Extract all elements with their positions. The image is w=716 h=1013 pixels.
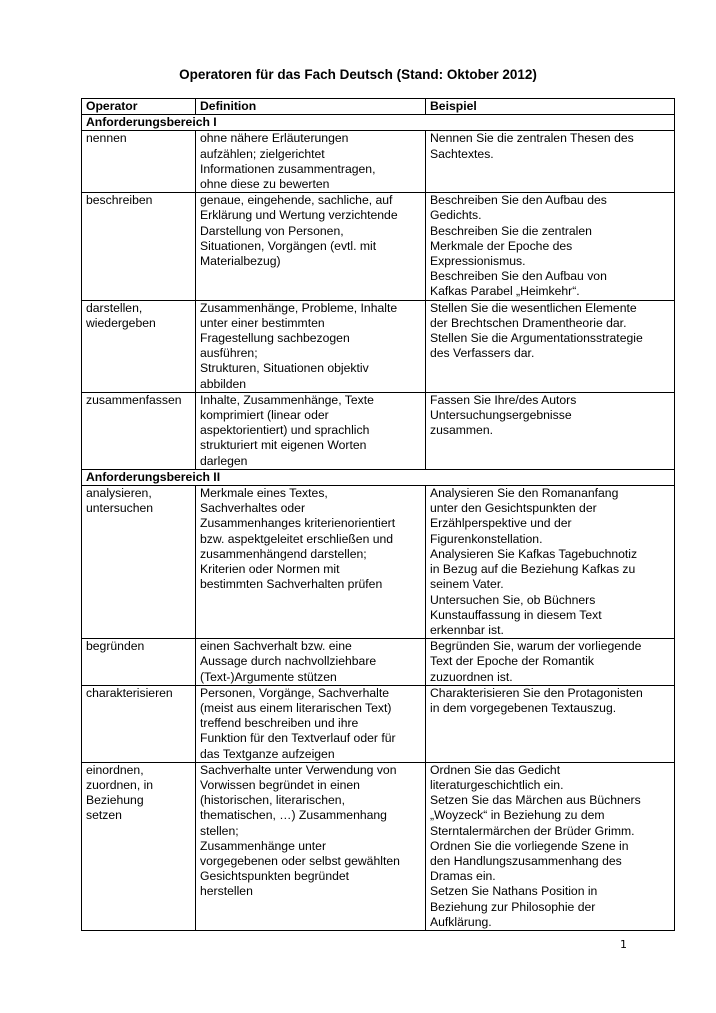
cell-line: bestimmten Sachverhalten prüfen: [200, 577, 383, 592]
cell-line: „Woyzeck“ in Beziehung zu dem: [430, 808, 605, 823]
section-row: [82, 469, 675, 485]
header-definition: Definition: [196, 99, 426, 115]
definition-cell: [196, 300, 426, 392]
cell-line: Aussage durch nachvollziehbare: [200, 654, 377, 669]
cell-line: den Handlungszusammenhang des: [430, 853, 622, 868]
cell-line: Kafkas Parabel „Heimkehr“.: [430, 284, 580, 299]
cell-line: einordnen,: [86, 762, 144, 777]
cell-line: setzen: [86, 808, 122, 823]
definition-cell: [196, 131, 426, 193]
cell-line: Vorwissen begründet in einen: [200, 777, 360, 792]
cell-line: Aufklärung.: [430, 914, 492, 929]
cell-line: Analysieren Sie Kafkas Tagebuchnotiz: [430, 546, 638, 561]
cell-line: untersuchen: [86, 501, 154, 516]
cell-line: Sachverhalte unter Verwendung von: [200, 762, 397, 777]
definition-cell: [196, 392, 426, 469]
definition-cell: [196, 193, 426, 300]
section-heading-1: Anforderungsbereich I: [82, 115, 675, 131]
cell-line: Beschreiben Sie den Aufbau von: [430, 269, 607, 284]
operator-cell: [82, 392, 196, 469]
cell-line: in Bezug auf die Beziehung Kafkas zu: [430, 562, 636, 577]
header-operator: Operator: [82, 99, 196, 115]
cell-line: thematischen, …) Zusammenhang: [200, 808, 387, 823]
cell-line: begründen: [86, 639, 145, 654]
cell-line: Fassen Sie Ihre/des Autors: [430, 392, 577, 407]
cell-line: in dem vorgegebenen Textauszug.: [430, 700, 617, 715]
page-number: 1: [620, 938, 627, 951]
cell-line: Zusammenhänge unter: [200, 838, 327, 853]
cell-line: darstellen,: [86, 300, 143, 315]
operator-table: [81, 98, 675, 931]
section-row: [82, 115, 675, 131]
cell-line: erkennbar ist.: [430, 622, 504, 637]
operator-cell: [82, 131, 196, 193]
table-row: [82, 762, 675, 930]
cell-line: literaturgeschichtlich ein.: [430, 777, 564, 792]
example-cell: [426, 762, 675, 930]
cell-line: strukturiert mit eigenen Worten: [200, 438, 367, 453]
section-heading-2: Anforderungsbereich II: [82, 469, 675, 485]
cell-line: zuzuordnen ist.: [430, 669, 513, 684]
page-title: Operatoren für das Fach Deutsch (Stand: Oktober 2012): [179, 67, 537, 82]
cell-line: Figurenkonstellation.: [430, 531, 543, 546]
cell-line: (Text-)Argumente stützen: [200, 669, 337, 684]
cell-line: Informationen zusammentragen,: [200, 161, 376, 176]
cell-line: Setzen Sie Nathans Position in: [430, 884, 598, 899]
cell-line: Merkmale eines Textes,: [200, 486, 328, 501]
cell-line: Stellen Sie die Argumentationsstrategie: [430, 331, 643, 346]
cell-line: Strukturen, Situationen objektiv: [200, 361, 369, 376]
cell-line: Beziehung zur Philosophie der: [430, 899, 596, 914]
cell-line: Gesichtspunkten begründet: [200, 869, 350, 884]
cell-line: Merkmale der Epoche des: [430, 238, 573, 253]
example-cell: [426, 300, 675, 392]
cell-line: zusammenhängend darstellen;: [200, 546, 367, 561]
cell-line: Darstellung von Personen,: [200, 223, 344, 238]
table-row: [82, 685, 675, 762]
cell-line: zusammenfassen: [86, 392, 182, 407]
cell-line: ohne nähere Erläuterungen: [200, 131, 349, 146]
cell-line: aufzählen; zielgerichtet: [200, 146, 325, 161]
cell-line: Beziehung: [86, 793, 144, 808]
cell-line: beschreiben: [86, 193, 153, 208]
definition-cell: [196, 762, 426, 930]
cell-line: Charakterisieren Sie den Protagonisten: [430, 685, 643, 700]
cell-line: herstellen: [200, 884, 253, 899]
cell-line: bzw. aspektgeleitet erschließen und: [200, 531, 394, 546]
operator-cell: [82, 300, 196, 392]
cell-line: Fragestellung sachbezogen: [200, 331, 350, 346]
cell-line: Erklärung und Wertung verzichtende: [200, 208, 398, 223]
cell-line: des Verfassers dar.: [430, 346, 535, 361]
cell-line: Personen, Vorgänge, Sachverhalte: [200, 685, 390, 700]
cell-line: seinem Vater.: [430, 577, 504, 592]
cell-line: Zusammenhanges kriterienorientiert: [200, 516, 396, 531]
example-cell: [426, 639, 675, 686]
cell-line: Erzählperspektive und der: [430, 516, 572, 531]
cell-line: der Brechtschen Dramentheorie dar.: [430, 315, 627, 330]
cell-line: Untersuchen Sie, ob Büchners: [430, 592, 596, 607]
cell-line: einen Sachverhalt bzw. eine: [200, 639, 352, 654]
example-cell: [426, 392, 675, 469]
cell-line: abbilden: [200, 376, 247, 391]
example-cell: [426, 685, 675, 762]
cell-line: Analysieren Sie den Romananfang: [430, 486, 619, 501]
cell-line: Dramas ein.: [430, 869, 496, 884]
operator-cell: [82, 193, 196, 300]
header-example: Beispiel: [426, 99, 675, 115]
cell-line: unter den Gesichtspunkten der: [430, 501, 597, 516]
cell-line: Setzen Sie das Märchen aus Büchners: [430, 793, 641, 808]
cell-line: Kunstauffassung in diesem Text: [430, 607, 602, 622]
cell-line: Sachtextes.: [430, 146, 494, 161]
cell-line: Materialbezug): [200, 254, 281, 269]
cell-line: treffend beschreiben und ihre: [200, 716, 359, 731]
table-row: [82, 300, 675, 392]
table-row: [82, 639, 675, 686]
cell-line: zuordnen, in: [86, 777, 154, 792]
example-cell: [426, 486, 675, 639]
table-row: [82, 193, 675, 300]
table-header-row: [82, 99, 675, 115]
cell-line: Gedichts.: [430, 208, 482, 223]
cell-line: Beschreiben Sie die zentralen: [430, 223, 592, 238]
table-row: [82, 486, 675, 639]
operator-cell: [82, 639, 196, 686]
cell-line: Zusammenhänge, Probleme, Inhalte: [200, 300, 398, 315]
cell-line: wiedergeben: [86, 315, 156, 330]
cell-line: Untersuchungsergebnisse: [430, 408, 572, 423]
cell-line: nennen: [86, 131, 127, 146]
cell-line: genaue, eingehende, sachliche, auf: [200, 193, 393, 208]
table-row: [82, 392, 675, 469]
operator-cell: [82, 486, 196, 639]
cell-line: aspektorientiert) und sprachlich: [200, 423, 370, 438]
cell-line: Situationen, Vorgängen (evtl. mit: [200, 238, 377, 253]
cell-line: charakterisieren: [86, 685, 173, 700]
cell-line: (historischen, literarischen,: [200, 793, 345, 808]
cell-line: Stellen Sie die wesentlichen Elemente: [430, 300, 637, 315]
cell-line: Sachverhaltes oder: [200, 501, 306, 516]
cell-line: Ordnen Sie die vorliegende Szene in: [430, 838, 629, 853]
cell-line: Kriterien oder Normen mit: [200, 562, 340, 577]
definition-cell: [196, 685, 426, 762]
operator-cell: [82, 762, 196, 930]
example-cell: [426, 193, 675, 300]
cell-line: Beschreiben Sie den Aufbau des: [430, 193, 607, 208]
cell-line: Nennen Sie die zentralen Thesen des: [430, 131, 634, 146]
cell-line: Funktion für den Textverlauf oder für: [200, 731, 396, 746]
cell-line: ohne diese zu bewerten: [200, 177, 330, 192]
cell-line: ausführen;: [200, 346, 258, 361]
operator-cell: [82, 685, 196, 762]
cell-line: stellen;: [200, 823, 239, 838]
cell-line: zusammen.: [430, 423, 493, 438]
definition-cell: [196, 486, 426, 639]
cell-line: analysieren,: [86, 486, 152, 501]
cell-line: das Textganze aufzeigen: [200, 746, 335, 761]
cell-line: Expressionismus.: [430, 254, 526, 269]
cell-line: darlegen: [200, 453, 248, 468]
cell-line: Ordnen Sie das Gedicht: [430, 762, 561, 777]
cell-line: Begründen Sie, warum der vorliegende: [430, 639, 642, 654]
cell-line: komprimiert (linear oder: [200, 408, 329, 423]
cell-line: Inhalte, Zusammenhänge, Texte: [200, 392, 374, 407]
cell-line: Sterntalermärchen der Brüder Grimm.: [430, 823, 635, 838]
definition-cell: [196, 639, 426, 686]
cell-line: Text der Epoche der Romantik: [430, 654, 594, 669]
example-cell: [426, 131, 675, 193]
cell-line: (meist aus einem literarischen Text): [200, 700, 392, 715]
table-row: [82, 131, 675, 193]
cell-line: vorgegebenen oder selbst gewählten: [200, 853, 400, 868]
cell-line: unter einer bestimmten: [200, 315, 325, 330]
